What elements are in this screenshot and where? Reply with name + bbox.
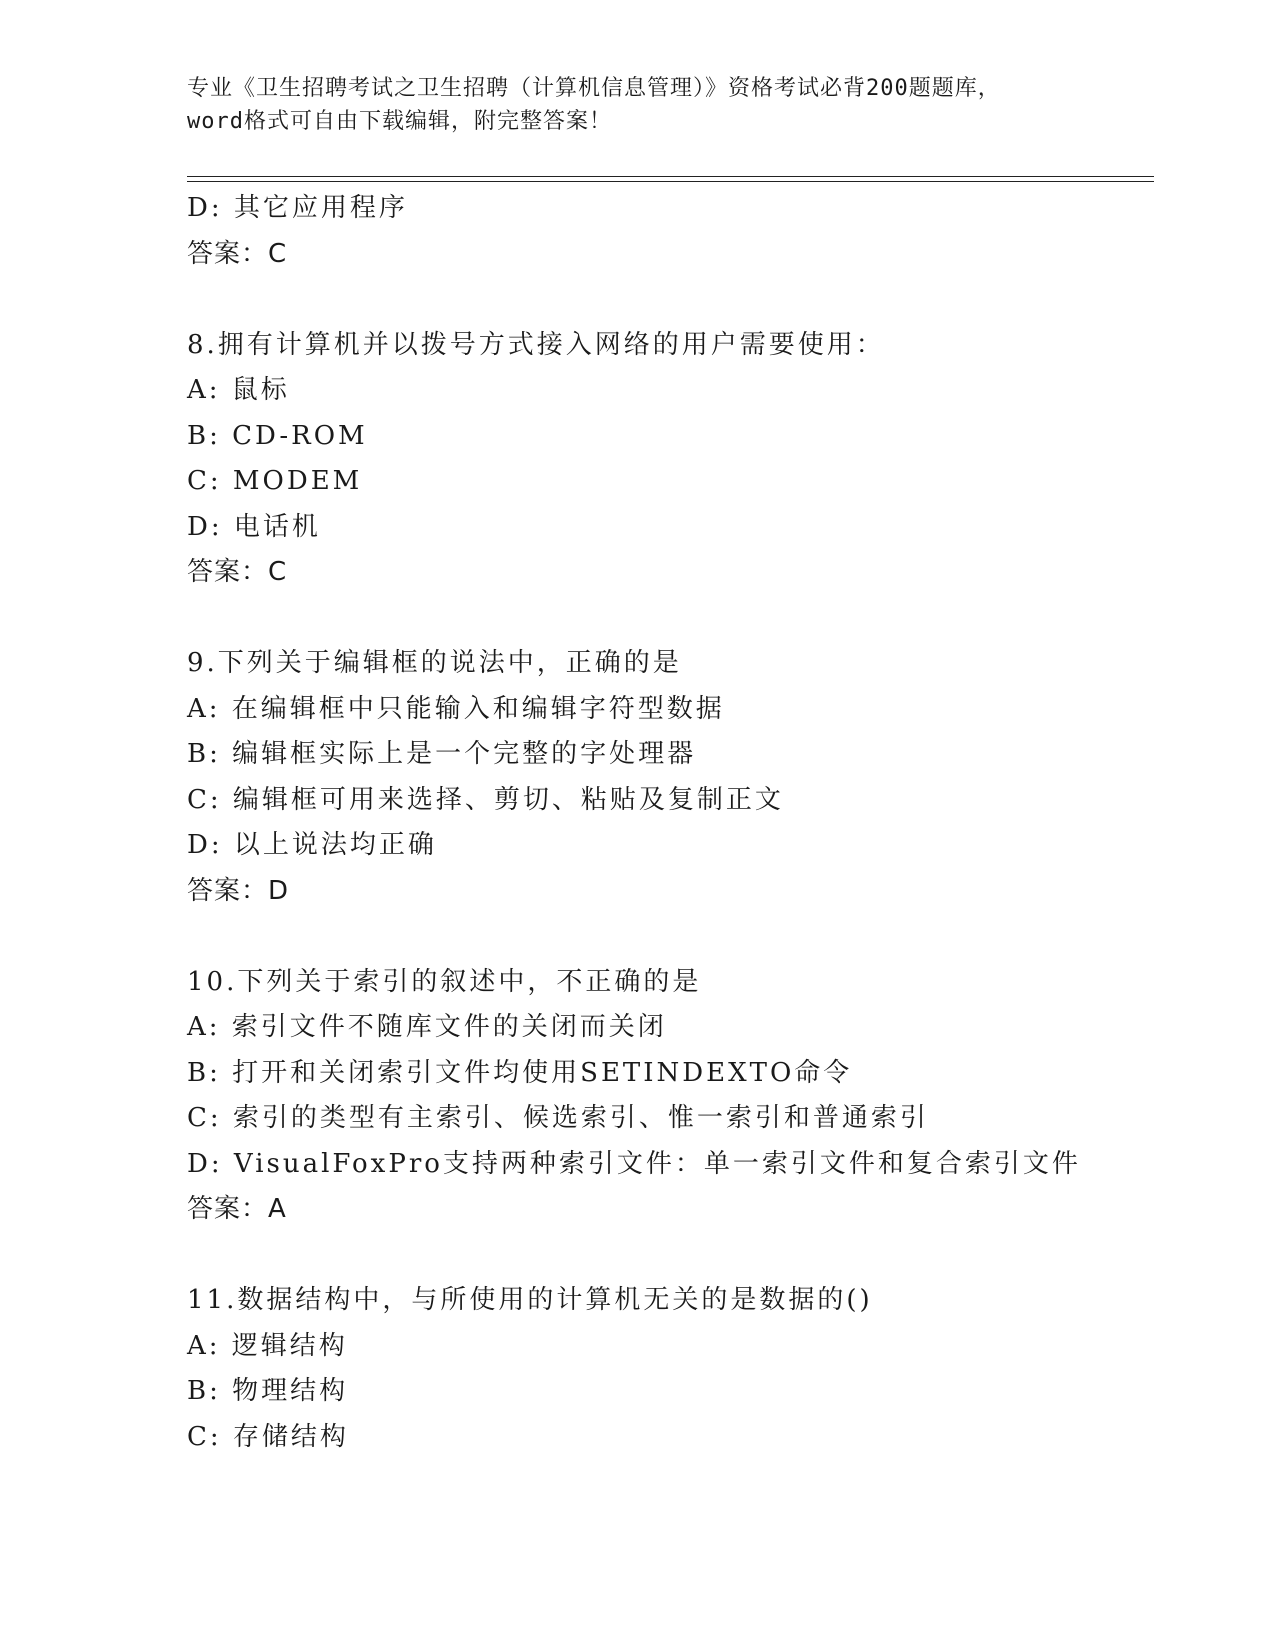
- option-text: A: 在编辑框中只能输入和编辑字符型数据: [187, 693, 725, 724]
- question-spacer: [187, 914, 1167, 960]
- answer-text: 答案：D: [187, 875, 290, 906]
- header-rule-bottom: [187, 181, 1154, 182]
- question-text: 11.数据结构中，与所使用的计算机无关的是数据的(): [187, 1285, 873, 1315]
- option-text: C: 索引的类型有主索引、候选索引、惟一索引和普通索引: [187, 1103, 929, 1133]
- question-text: 10.下列关于索引的叙述中，不正确的是: [187, 966, 702, 997]
- header-line-1: 专业《卫生招聘考试之卫生招聘（计算机信息管理）》资格考试必背200题题库，: [187, 76, 1001, 101]
- answer-text: 答案：C: [187, 238, 288, 269]
- option-text: C: 存储结构: [187, 1421, 349, 1452]
- option-text: B: 物理结构: [187, 1376, 349, 1406]
- option-text: C: 编辑框可用来选择、剪切、粘贴及复制正文: [187, 784, 784, 815]
- option-text: D: 以上说法均正确: [187, 830, 437, 860]
- option-text: A: 逻辑结构: [187, 1330, 348, 1361]
- header-line-2: word格式可自由下载编辑，附完整答案！: [187, 109, 612, 134]
- question-spacer: [187, 596, 1167, 642]
- option-text: C: MODEM: [187, 466, 363, 496]
- question-spacer: [187, 1233, 1167, 1279]
- option-text: D: VisualFoxPro支持两种索引文件：单一索引文件和复合索引文件: [187, 1148, 1081, 1179]
- option-text: B: 打开和关闭索引文件均使用SETINDEXTO命令: [187, 1057, 853, 1088]
- option-text: D: 其它应用程序: [187, 193, 408, 223]
- question-text: 8.拥有计算机并以拨号方式接入网络的用户需要使用：: [187, 329, 885, 360]
- header-rule-top: [187, 176, 1154, 177]
- option-text: A: 索引文件不随库文件的关闭而关闭: [187, 1012, 667, 1042]
- option-text: B: CD-ROM: [187, 420, 368, 451]
- document-header: [187, 72, 1087, 138]
- question-text: 9.下列关于编辑框的说法中，正确的是: [187, 648, 682, 678]
- answer-text: 答案：C: [187, 557, 288, 587]
- question-spacer: [187, 277, 1167, 323]
- question-list: [187, 186, 1167, 1460]
- option-text: B: 编辑框实际上是一个完整的字处理器: [187, 739, 697, 769]
- answer-text: 答案：A: [187, 1194, 287, 1224]
- option-text: A: 鼠标: [187, 375, 290, 405]
- option-text: D: 电话机: [187, 511, 321, 542]
